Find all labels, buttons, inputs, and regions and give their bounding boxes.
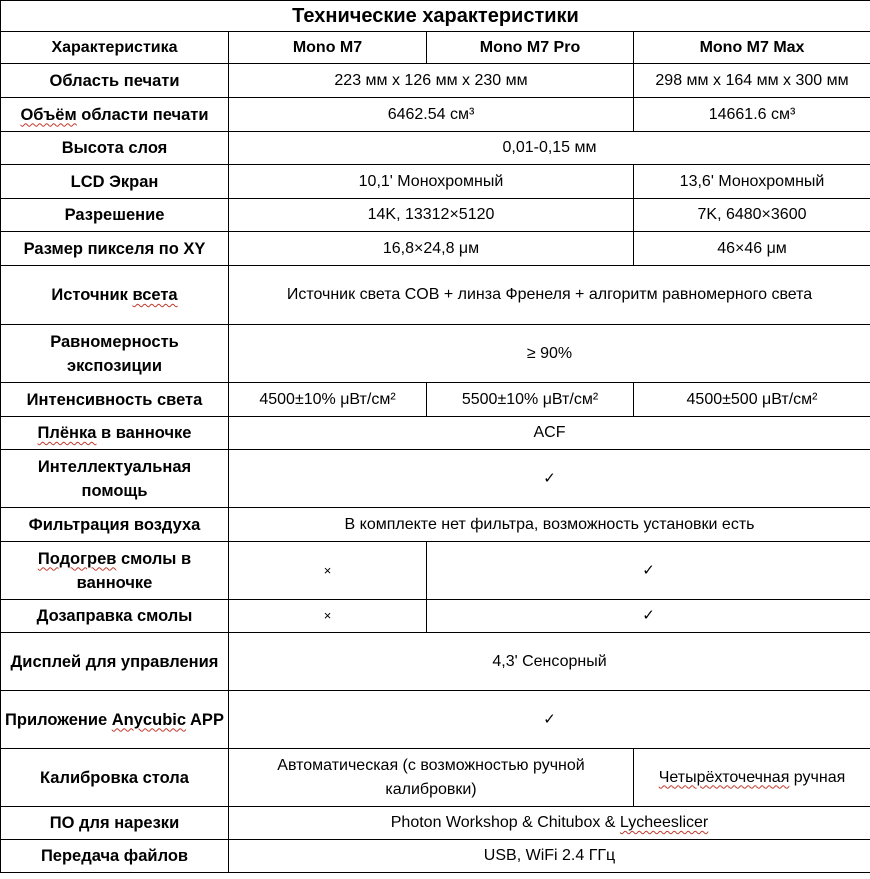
table-row: [1, 132, 870, 165]
title-row: [1, 1, 870, 32]
row-label-air-filter: Фильтрация воздуха: [1, 508, 229, 542]
spellcheck-word: Lycheeslicer: [619, 814, 709, 831]
header-mono-m7-max: Mono M7 Max: [634, 32, 870, 64]
heating-m7-cross-icon: ×: [229, 542, 427, 600]
table-row: [1, 64, 870, 98]
header-row: [1, 32, 870, 64]
row-label-transfer: Передача файлов: [1, 840, 229, 873]
display-value: 4,3' Сенсорный: [229, 633, 870, 691]
row-label-light-source: [1, 266, 229, 325]
table-row: [1, 417, 870, 450]
assist-check-icon: ✓: [229, 450, 870, 508]
label-text: Источник: [51, 286, 133, 304]
spellcheck-word: Anycubic: [111, 710, 187, 729]
table-row: [1, 508, 870, 542]
value-text: ручная: [789, 768, 846, 786]
table-row: [1, 807, 870, 840]
intensity-pro: 5500±10% μВт/см²: [427, 383, 634, 417]
row-label-print-volume: [1, 98, 229, 132]
table-row: [1, 542, 870, 600]
row-label-heating: [1, 542, 229, 600]
intensity-m7: 4500±10% μВт/см²: [229, 383, 427, 417]
uniformity-value: ≥ 90%: [229, 325, 870, 383]
air-filter-value: В комплекте нет фильтра, возможность установки есть: [229, 508, 870, 542]
table-row: [1, 840, 870, 873]
value-text: Photon Workshop & Chitubox &: [390, 814, 620, 831]
resolution-m7-pro: 14K, 13312×5120: [229, 199, 634, 232]
layer-height-value: 0,01-0,15 мм: [229, 132, 870, 165]
table-row: [1, 232, 870, 266]
row-label-refill: Дозаправка смолы: [1, 600, 229, 633]
table-row: [1, 199, 870, 232]
resolution-max: 7K, 6480×3600: [634, 199, 870, 232]
label-text: области печати: [76, 105, 209, 124]
lcd-max: 13,6' Монохромный: [634, 165, 870, 199]
table-row: [1, 633, 870, 691]
leveling-max: [634, 749, 870, 807]
table-row: [1, 325, 870, 383]
table-row: [1, 749, 870, 807]
row-label-app: [1, 691, 229, 749]
row-label-assist: Интеллектуальная помощь: [1, 450, 229, 508]
spellcheck-word: Объём: [20, 105, 77, 124]
transfer-value: USB, WiFi 2.4 ГГц: [229, 840, 870, 873]
print-volume-m7-pro: 6462.54 см³: [229, 98, 634, 132]
row-label-display: Дисплей для управления: [1, 633, 229, 691]
row-label-layer-height: Высота слоя: [1, 132, 229, 165]
spellcheck-word: Подогрев: [37, 549, 117, 568]
header-mono-m7: Mono M7: [229, 32, 427, 64]
row-label-pixel-size: Размер пикселя по XY: [1, 232, 229, 266]
leveling-m7-pro: Автоматическая (с возможностью ручной калибровки): [229, 749, 634, 807]
lcd-m7-pro: 10,1' Монохромный: [229, 165, 634, 199]
row-label-print-area: Область печати: [1, 64, 229, 98]
intensity-max: 4500±500 μВт/см²: [634, 383, 870, 417]
label-text: смолы в ванночке: [76, 549, 192, 592]
header-characteristic: Характеристика: [1, 32, 229, 64]
refill-others-check-icon: ✓: [427, 600, 870, 633]
pixel-size-m7-pro: 16,8×24,8 μм: [229, 232, 634, 266]
row-label-slicer: ПО для нарезки: [1, 807, 229, 840]
heating-others-check-icon: ✓: [427, 542, 870, 600]
refill-m7-cross-icon: ×: [229, 600, 427, 633]
table-row: [1, 98, 870, 132]
table-row: [1, 450, 870, 508]
table-row: [1, 600, 870, 633]
header-mono-m7-pro: Mono M7 Pro: [427, 32, 634, 64]
row-label-lcd: LCD Экран: [1, 165, 229, 199]
film-value: ACF: [229, 417, 870, 450]
pixel-size-max: 46×46 μм: [634, 232, 870, 266]
print-volume-max: 14661.6 см³: [634, 98, 870, 132]
row-label-intensity: Интенсивность света: [1, 383, 229, 417]
table-row: [1, 691, 870, 749]
row-label-resolution: Разрешение: [1, 199, 229, 232]
print-area-max: 298 мм x 164 мм x 300 мм: [634, 64, 870, 98]
table-row: [1, 383, 870, 417]
spellcheck-word: Четырёхточечная: [658, 768, 790, 786]
row-label-uniformity: Равномерность экспозиции: [1, 325, 229, 383]
print-area-m7-pro: 223 мм x 126 мм x 230 мм: [229, 64, 634, 98]
row-label-film: [1, 417, 229, 450]
label-text: в ванночке: [96, 424, 192, 442]
spellcheck-word: Плёнка: [37, 424, 97, 442]
table-row: [1, 266, 870, 325]
light-source-value: Источник света COB + линза Френеля + алгоритм равномерного света: [229, 266, 870, 325]
label-text: APP: [186, 710, 224, 729]
app-check-icon: ✓: [229, 691, 870, 749]
table-title: Технические характеристики: [1, 1, 870, 32]
label-text: Приложение: [5, 710, 112, 729]
spellcheck-word: всета: [132, 286, 178, 304]
table-row: [1, 165, 870, 199]
row-label-leveling: Калибровка стола: [1, 749, 229, 807]
slicer-value: [229, 807, 870, 840]
